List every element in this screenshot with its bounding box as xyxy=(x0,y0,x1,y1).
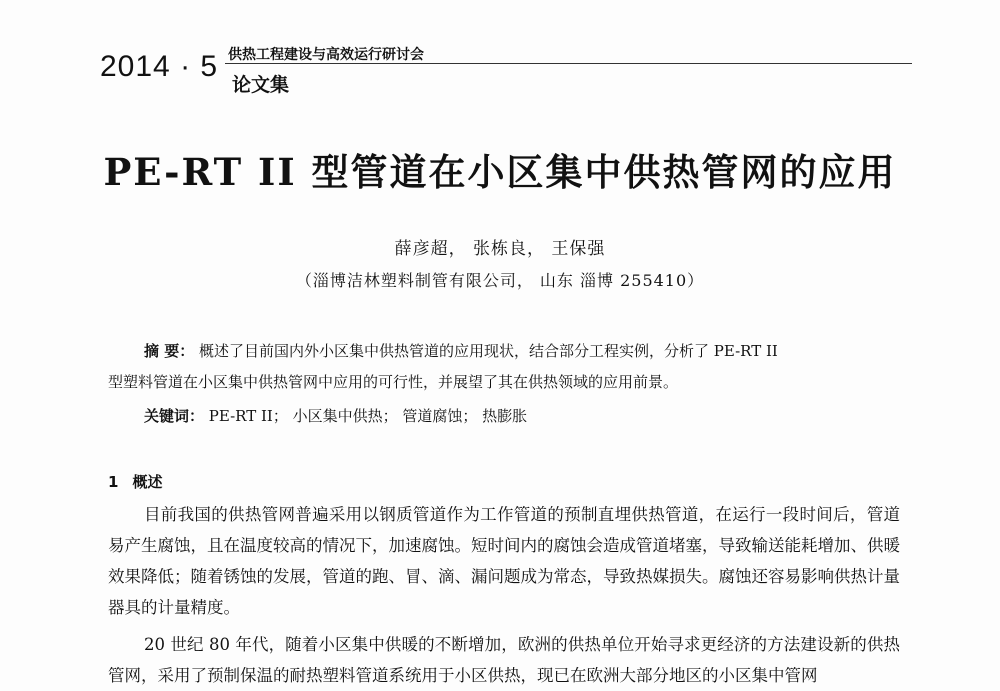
paragraph-2: 20 世纪 80 年代，随着小区集中供暖的不断增加，欧洲的供热单位开始寻求更经济的方法建设新的供热管网，采用了预制保温的耐热塑料管道系统用于小区供热，现已在欧洲大部分地区的小区集中管网 xyxy=(108,635,900,685)
paper-title: PE-RT II 型管道在小区集中供热管网的应用 xyxy=(103,150,897,194)
section-heading xyxy=(108,471,162,492)
keywords-text: PE-RT II； 小区集中供热； 管道腐蚀； 热膨胀 xyxy=(208,407,528,425)
abstract-line-2: 型塑料管道在小区集中供热管网中应用的可行性，并展望了其在供热领域的应用前景。 xyxy=(108,373,679,391)
conference-name: 供热工程建设与高效运行研讨会 xyxy=(228,47,424,63)
keywords-line xyxy=(144,405,527,426)
keywords-label: 关键词： xyxy=(144,407,205,425)
abstract-label: 摘 要： xyxy=(144,342,195,360)
collection-label: 论文集 xyxy=(232,74,290,96)
issue-year: 2014 · 5 xyxy=(100,50,219,83)
header-rule xyxy=(225,63,912,64)
abstract-line-1 xyxy=(144,340,778,361)
section-number: 1 xyxy=(108,473,119,491)
abstract-text-1: 概述了目前国内外小区集中供热管道的应用现状，结合部分工程实例，分析了 PE-RT II xyxy=(199,342,778,360)
affiliation: （淄博洁林塑料制管有限公司， 山东 淄博 255410） xyxy=(295,271,705,290)
authors: 薛彦超， 张栋良， 王保强 xyxy=(394,239,606,259)
paragraph-1: 目前我国的供热管网普遍采用以钢质管道作为工作管道的预制直埋供热管道，在运行一段时间后，管道易产生腐蚀，且在温度较高的情况下，加速腐蚀。短时间内的腐蚀会造成管道堵塞，导致输送能耗增加、供暖效果降低；随着锈蚀的发展，管道的跑、冒、滴、漏问题成为常态，导致热媒损失。腐蚀还容易影响供热计量器具的计量精度。 xyxy=(108,505,900,617)
section-title: 概述 xyxy=(132,473,163,491)
